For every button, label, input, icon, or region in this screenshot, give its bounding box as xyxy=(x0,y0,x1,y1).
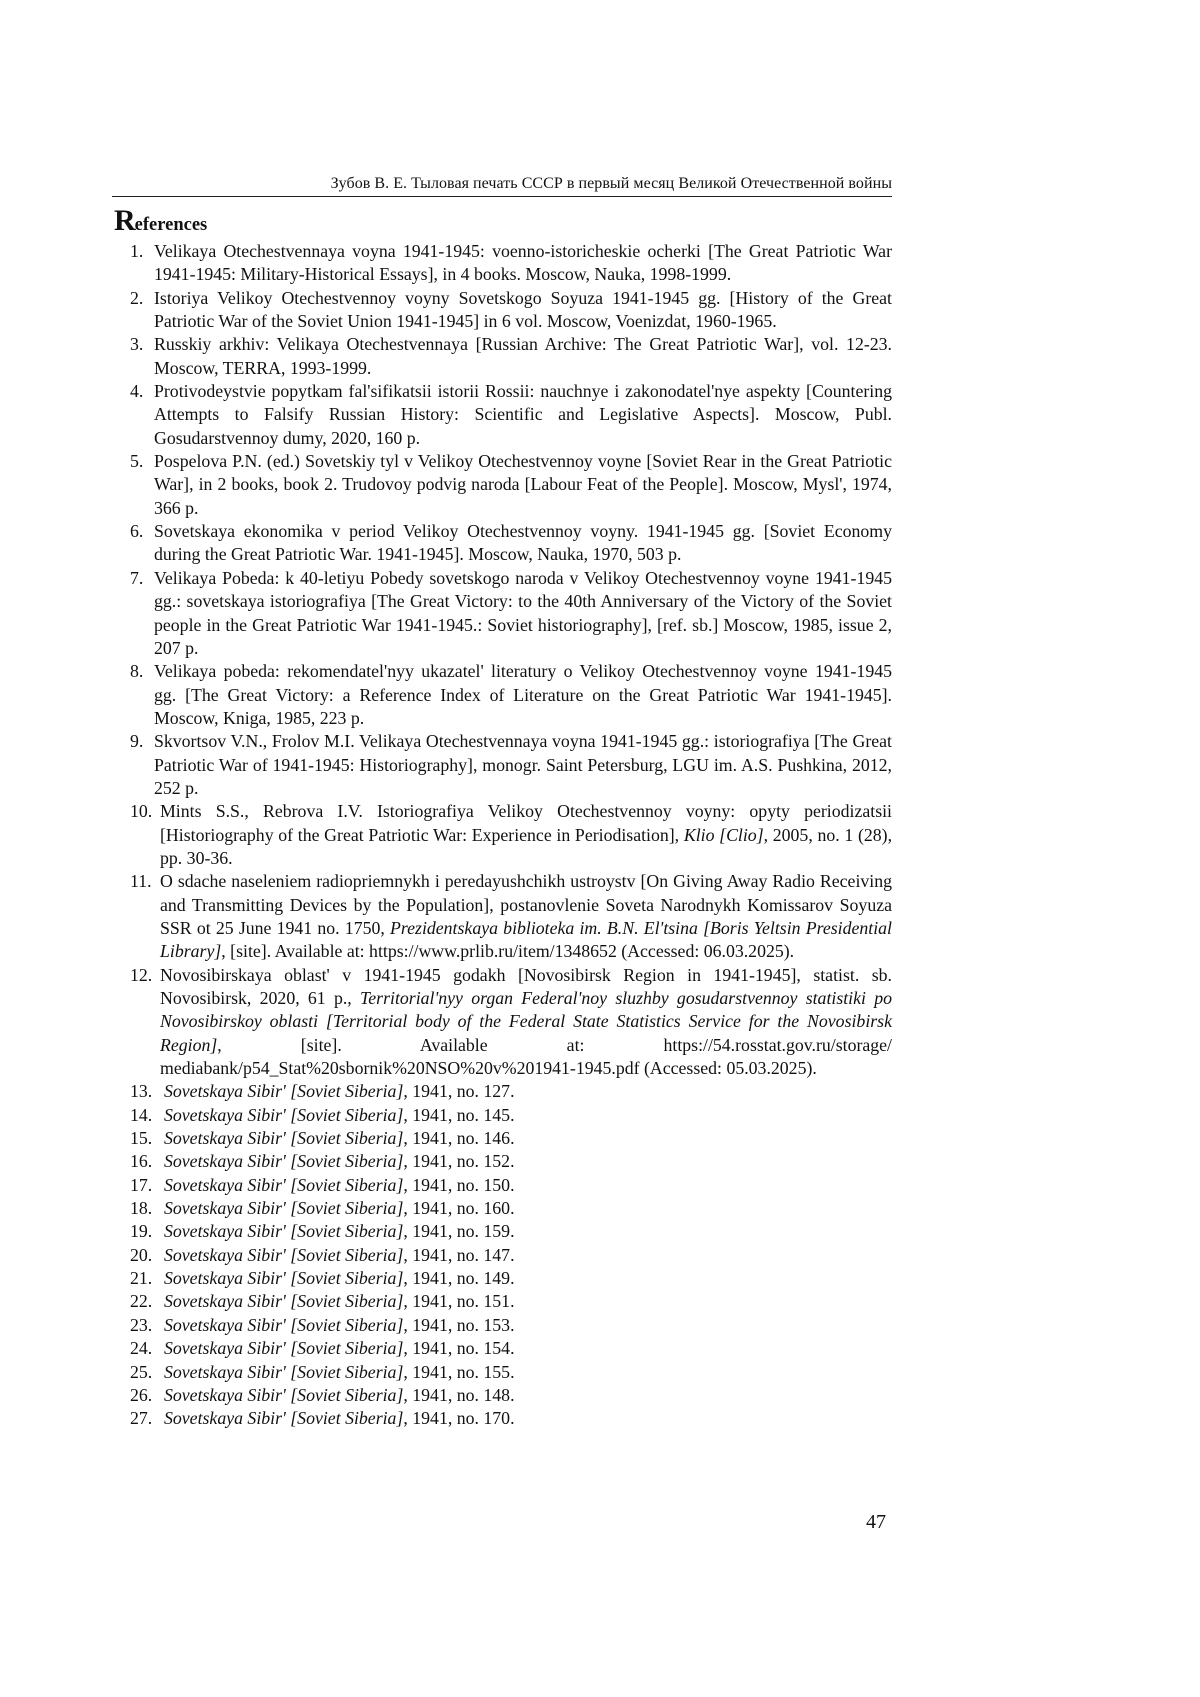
reference-text xyxy=(160,1291,515,1311)
reference-text-part: , [site]. Available at: https://www.prlib.ru/item/1348652 (Accessed: 06.03.2025). xyxy=(221,941,794,961)
reference-number: 16. xyxy=(130,1150,152,1173)
reference-text xyxy=(154,731,892,798)
reference-item xyxy=(130,1267,892,1290)
reference-text-part: Istoriya Velikoy Otechestvennoy voyny Sovetskogo Soyuza 1941-1945 gg. [History of the Great Patriotic War of the Soviet Union 1941-1945] in 6 vol. Moscow, Voenizdat, 1960-1965. xyxy=(154,288,892,331)
heading-initial: R xyxy=(114,204,135,237)
reference-number: 7. xyxy=(130,567,143,590)
reference-number: 11. xyxy=(130,870,152,893)
reference-number: 12. xyxy=(130,964,152,987)
reference-item xyxy=(130,660,892,730)
reference-text-part: , 1941, no. 154. xyxy=(403,1338,514,1358)
reference-item xyxy=(130,380,892,450)
reference-text-part: , 1941, no. 127. xyxy=(403,1081,514,1101)
reference-title-italic: Sovetskaya Sibir' [Soviet Siberia] xyxy=(164,1081,403,1101)
reference-number: 2. xyxy=(130,287,143,310)
references-heading xyxy=(114,208,207,238)
reference-item xyxy=(130,1337,892,1360)
reference-text xyxy=(154,568,892,658)
reference-text-part: , 1941, no. 155. xyxy=(403,1362,514,1382)
reference-list xyxy=(130,240,892,1431)
reference-number: 26. xyxy=(130,1384,152,1407)
reference-text-part: Novosibirskaya oblast' v 1941-1945 godakh [Novosibirsk Region in 1941-1945], statist. sb. Novosibirsk, 2020, 61 p., xyxy=(160,965,892,1008)
reference-text-part: Skvortsov V.N., Frolov M.I. Velikaya Otechestvennaya voyna 1941-1945 gg.: istorio­grafiya [The Great Patriotic War of 1941-1945: Historiography], monogr. Saint Peters­burg, LGU im. A.S. Pushkina, 2012, 252 p. xyxy=(154,731,892,798)
reference-title-italic: Sovetskaya Sibir' [Soviet Siberia] xyxy=(164,1362,403,1382)
reference-text xyxy=(160,801,892,868)
reference-number: 18. xyxy=(130,1197,152,1220)
reference-number: 10. xyxy=(130,800,152,823)
reference-title-italic: Sovetskaya Sibir' [Soviet Siberia] xyxy=(164,1291,403,1311)
reference-number: 5. xyxy=(130,450,143,473)
reference-text xyxy=(160,965,892,1078)
reference-item xyxy=(130,1384,892,1407)
reference-number: 23. xyxy=(130,1314,152,1337)
reference-title-italic: Klio [Clio] xyxy=(684,825,764,845)
reference-text-part: , 1941, no. 147. xyxy=(403,1245,514,1265)
reference-title-italic: Sovetskaya Sibir' [Soviet Siberia] xyxy=(164,1245,403,1265)
reference-number: 6. xyxy=(130,520,143,543)
reference-title-italic: Sovetskaya Sibir' [Soviet Siberia] xyxy=(164,1175,403,1195)
reference-title-italic: Sovetskaya Sibir' [Soviet Siberia] xyxy=(164,1128,403,1148)
running-head: Зубов В. Е. Тыловая печать СССР в первый месяц Великой Отечественной войны xyxy=(112,174,892,197)
reference-item xyxy=(130,1197,892,1220)
reference-text-part: , 1941, no. 145. xyxy=(403,1105,514,1125)
reference-text-part: , 1941, no. 160. xyxy=(403,1198,514,1218)
reference-text xyxy=(154,661,892,728)
reference-item xyxy=(130,730,892,800)
reference-item xyxy=(130,1361,892,1384)
reference-number: 19. xyxy=(130,1220,152,1243)
reference-text-part: , 1941, no. 159. xyxy=(403,1221,514,1241)
reference-title-italic: Sovetskaya Sibir' [Soviet Siberia] xyxy=(164,1151,403,1171)
reference-title-italic: Territorial'nyy organ Federal'noy sluzhby gosudarstvennoy statistiki po Novosibirskoy oblasti [Territorial body of the Federal State Statistics Service for the Novosibirsk Region] xyxy=(160,988,892,1055)
reference-text xyxy=(160,1198,515,1218)
reference-number: 4. xyxy=(130,380,143,403)
reference-number: 14. xyxy=(130,1104,152,1127)
reference-item xyxy=(130,240,892,287)
reference-title-italic: Sovetskaya Sibir' [Soviet Siberia] xyxy=(164,1221,403,1241)
reference-text xyxy=(154,288,892,331)
reference-text xyxy=(160,871,892,961)
reference-item xyxy=(130,520,892,567)
reference-text xyxy=(160,1245,515,1265)
reference-item xyxy=(130,800,892,870)
reference-text-part: Russkiy arkhiv: Velikaya Otechestvennaya [Russian Archive: The Great Patriotic War], vol. 12-23. Moscow, TERRA, 1993-1999. xyxy=(154,334,892,377)
reference-number: 8. xyxy=(130,660,143,683)
reference-number: 27. xyxy=(130,1407,152,1430)
reference-text xyxy=(160,1175,515,1195)
reference-title-italic: Sovetskaya Sibir' [Soviet Siberia] xyxy=(164,1105,403,1125)
reference-text xyxy=(160,1151,515,1171)
reference-title-italic: Sovetskaya Sibir' [Soviet Siberia] xyxy=(164,1408,403,1428)
reference-title-italic: Prezidentskaya biblioteka im. B.N. El'tsina [Boris Yeltsin Presidential Library] xyxy=(160,918,892,961)
reference-text xyxy=(154,521,892,564)
reference-number: 15. xyxy=(130,1127,152,1150)
reference-text xyxy=(160,1362,515,1382)
reference-number: 20. xyxy=(130,1244,152,1267)
reference-item xyxy=(130,333,892,380)
reference-text xyxy=(160,1128,515,1148)
reference-item xyxy=(130,1220,892,1243)
reference-text-part: Velikaya Pobeda: k 40-letiyu Pobedy sovetskogo naroda v Velikoy Otechestvennoy voyne 1941-1945 gg.: sovetskaya istoriografiya [The Great Victory: to the 40th Anniversary of the Victory of the Soviet people in the Great Patriotic War 1941-1945.: Soviet historiog­raphy], [ref. sb.] Moscow, 1985, issue 2, 207 p. xyxy=(154,568,892,658)
reference-text xyxy=(154,381,892,448)
reference-text xyxy=(160,1385,515,1405)
reference-number: 9. xyxy=(130,730,143,753)
reference-text-part: , 1941, no. 146. xyxy=(403,1128,514,1148)
reference-item xyxy=(130,870,892,963)
reference-number: 3. xyxy=(130,333,143,356)
reference-item xyxy=(130,450,892,520)
reference-item xyxy=(130,287,892,334)
reference-title-italic: Sovetskaya Sibir' [Soviet Siberia] xyxy=(164,1338,403,1358)
reference-text-part: , 1941, no. 150. xyxy=(403,1175,514,1195)
reference-text xyxy=(154,334,892,377)
reference-text xyxy=(154,451,892,518)
reference-text-part: , 1941, no. 153. xyxy=(403,1315,514,1335)
reference-text xyxy=(160,1408,515,1428)
reference-item xyxy=(130,1314,892,1337)
reference-text xyxy=(160,1315,515,1335)
reference-text-part: , 1941, no. 151. xyxy=(403,1291,514,1311)
reference-text xyxy=(160,1105,515,1125)
reference-text-part: Mints S.S., Rebrova I.V. Istoriografiya Velikoy Otechestvennoy voyny: opyty periodi­zatsii [Historiography of the Great Patriotic War: Experience in Periodisation], xyxy=(160,801,892,844)
reference-text-part: , 1941, no. 149. xyxy=(403,1268,514,1288)
reference-title-italic: Sovetskaya Sibir' [Soviet Siberia] xyxy=(164,1315,403,1335)
reference-text-part: , [site]. Available at: https://54.rosstat.gov.ru/storage/ mediabank/p54_Stat%20sbornik%20NSO%20v%201941-1945.pdf (Accessed: 05.03.2025). xyxy=(160,1035,892,1078)
reference-text-part: O sdache naseleniem radiopriemnykh i peredayushchikh ustroystv [On Giving Away Ra­dio Receiving and Transmitting Devices by the Population], postanovlenie Soveta Narod­nykh Komissarov Soyuza SSR ot 25 June 1941 no. 1750, xyxy=(160,871,892,938)
reference-text-part: Pospelova P.N. (ed.) Sovetskiy tyl v Velikoy Otechestvennoy voyne [Soviet Rear in the Great Patriotic War], in 2 books, book 2. Trudovoy podvig naroda [Labour Feat of the People]. Moscow, Mysl', 1974, 366 p. xyxy=(154,451,892,518)
reference-text-part: Velikaya pobeda: rekomendatel'nyy ukazatel' literatury o Velikoy Otechestvennoy voyne 1941-1945 gg. [The Great Victory: a Reference Index of Literature on the Great Patriotic War 1941-1945]. Moscow, Kniga, 1985, 223 p. xyxy=(154,661,892,728)
reference-text-part: Velikaya Otechestvennaya voyna 1941-1945: voenno-istoricheskie ocherki [The Great Patriotic War 1941-1945: Military-Historical Essays], in 4 books. Moscow, Nauka, 1998-1999. xyxy=(154,241,892,284)
heading-rest: eferences xyxy=(135,215,208,235)
reference-number: 24. xyxy=(130,1337,152,1360)
reference-text xyxy=(160,1268,515,1288)
reference-text-part: , 2005, no. 1 (28), pp. 30-36. xyxy=(160,825,892,868)
reference-item xyxy=(130,1150,892,1173)
reference-text xyxy=(160,1081,515,1101)
reference-text-part: , 1941, no. 170. xyxy=(403,1408,514,1428)
reference-item xyxy=(130,567,892,660)
reference-number: 17. xyxy=(130,1174,152,1197)
reference-item xyxy=(130,1174,892,1197)
reference-title-italic: Sovetskaya Sibir' [Soviet Siberia] xyxy=(164,1198,403,1218)
reference-title-italic: Sovetskaya Sibir' [Soviet Siberia] xyxy=(164,1268,403,1288)
page-number: 47 xyxy=(866,1510,886,1534)
reference-text-part: Sovetskaya ekonomika v period Velikoy Otechestvennoy voyny. 1941-1945 gg. [Soviet Economy during the Great Patriotic War. 1941-1945]. Moscow, Nauka, 1970, 503 p. xyxy=(154,521,892,564)
reference-number: 22. xyxy=(130,1290,152,1313)
reference-text xyxy=(154,241,892,284)
reference-item xyxy=(130,964,892,1081)
reference-item xyxy=(130,1104,892,1127)
reference-number: 13. xyxy=(130,1080,152,1103)
reference-item xyxy=(130,1127,892,1150)
reference-text xyxy=(160,1221,515,1241)
reference-number: 25. xyxy=(130,1361,152,1384)
reference-item xyxy=(130,1244,892,1267)
reference-text xyxy=(160,1338,515,1358)
reference-item xyxy=(130,1290,892,1313)
reference-item xyxy=(130,1080,892,1103)
reference-text-part: Protivodeystvie popytkam fal'sifikatsii istorii Rossii: nauchnye i zakonodatel'nye aspekty [Countering Attempts to Falsify Russian History: Scientific and Legislative Aspects]. Moscow, Publ. Gosudarstvennoy dumy, 2020, 160 p. xyxy=(154,381,892,448)
reference-text-part: , 1941, no. 152. xyxy=(403,1151,514,1171)
reference-item xyxy=(130,1407,892,1430)
reference-number: 21. xyxy=(130,1267,152,1290)
reference-title-italic: Sovetskaya Sibir' [Soviet Siberia] xyxy=(164,1385,403,1405)
reference-number: 1. xyxy=(130,240,143,263)
reference-text-part: , 1941, no. 148. xyxy=(403,1385,514,1405)
